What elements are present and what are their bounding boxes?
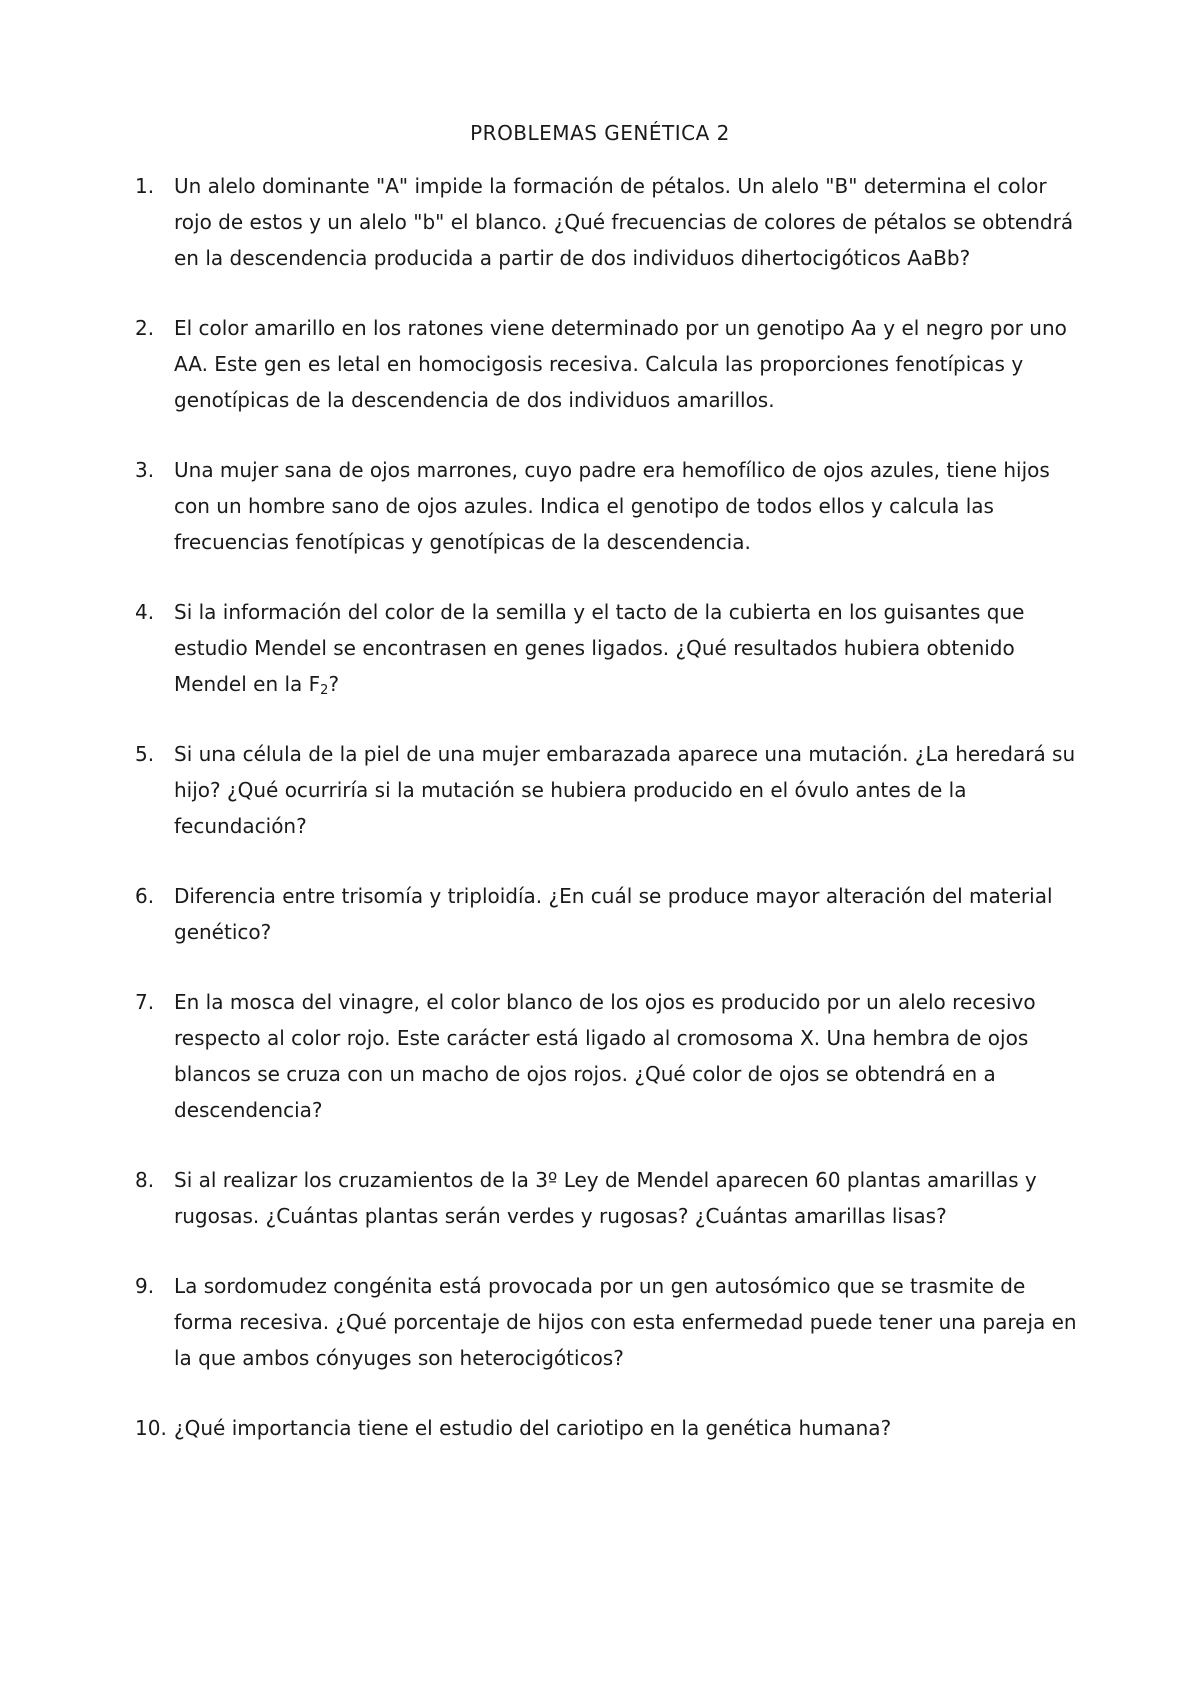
problem-text-end: ? — [328, 672, 340, 696]
problem-number: 4. — [135, 600, 155, 624]
problem-text: Un alelo dominante "A" impide la formación de pétalos. Un alelo "B" determina el color rojo de estos y un alelo "b" el blanco. ¿Qué frecuencias de colores de pétalos se obtendrá en la descendencia producida a partir de dos individuos dihertocigóticos AaBb? — [174, 174, 1074, 270]
problem-item-3 — [0, 452, 1086, 560]
problem-item-9 — [0, 1268, 1086, 1376]
problem-text: La sordomudez congénita está provocada por un gen autosómico que se trasmite de forma recesiva. ¿Qué porcentaje de hijos con esta enfermedad puede tener una pareja en la que ambos cónyuges son heterocigóticos? — [174, 1274, 1077, 1370]
problem-text: El color amarillo en los ratones viene determinado por un genotipo Aa y el negro por uno AA. Este gen es letal en homocigosis recesiva. Calcula las proporciones fenotípicas y genotípicas de la descendencia de dos individuos amarillos. — [174, 316, 1067, 412]
problem-item-5 — [0, 736, 1086, 844]
document-title: PROBLEMAS GENÉTICA 2 — [470, 121, 730, 145]
problem-number: 9. — [135, 1274, 155, 1298]
problem-text: Diferencia entre trisomía y triploidía. ¿En cuál se produce mayor alteración del material genético? — [174, 884, 1053, 944]
problem-text: Una mujer sana de ojos marrones, cuyo padre era hemofílico de ojos azules, tiene hijos con un hombre sano de ojos azules. Indica el genotipo de todos ellos y calcula las frecuencias fenotípicas y genotípicas de la descendencia. — [174, 458, 1050, 554]
problem-number: 5. — [135, 742, 155, 766]
problem-item-4 — [0, 594, 1086, 702]
problem-number: 10. — [135, 1416, 167, 1440]
problem-number: 3. — [135, 458, 155, 482]
problem-text: Si una célula de la piel de una mujer embarazada aparece una mutación. ¿La heredará su hijo? ¿Qué ocurriría si la mutación se hubiera producido en el óvulo antes de la fecundación? — [174, 742, 1076, 838]
problem-list — [0, 168, 1200, 1480]
problem-number: 6. — [135, 884, 155, 908]
problem-text — [174, 600, 1024, 696]
subscript: 2 — [320, 683, 329, 698]
problem-text: ¿Qué importancia tiene el estudio del cariotipo en la genética humana? — [174, 1416, 892, 1440]
problem-text: Si al realizar los cruzamientos de la 3º Ley de Mendel aparecen 60 plantas amarillas y rugosas. ¿Cuántas plantas serán verdes y rugosas? ¿Cuántas amarillas lisas? — [174, 1168, 1037, 1228]
problem-text-main: Si la información del color de la semilla y el tacto de la cubierta en los guisantes que estudio Mendel se encontrasen en genes ligados. ¿Qué resultados hubiera obtenido Mendel en la F — [174, 600, 1025, 696]
problem-item-6 — [0, 878, 1086, 950]
problem-item-10 — [0, 1410, 1086, 1446]
problem-item-8 — [0, 1162, 1086, 1234]
problem-number: 1. — [135, 174, 155, 198]
problem-item-1 — [0, 168, 1086, 276]
problem-number: 2. — [135, 316, 155, 340]
problem-number: 7. — [135, 990, 155, 1014]
problem-item-7 — [0, 984, 1086, 1128]
problem-item-2 — [0, 310, 1086, 418]
problem-number: 8. — [135, 1168, 155, 1192]
problem-text: En la mosca del vinagre, el color blanco de los ojos es producido por un alelo recesivo respecto al color rojo. Este carácter está ligado al cromosoma X. Una hembra de ojos blancos se cruza con un macho de ojos rojos. ¿Qué color de ojos se obtendrá en a descendencia? — [174, 990, 1036, 1122]
